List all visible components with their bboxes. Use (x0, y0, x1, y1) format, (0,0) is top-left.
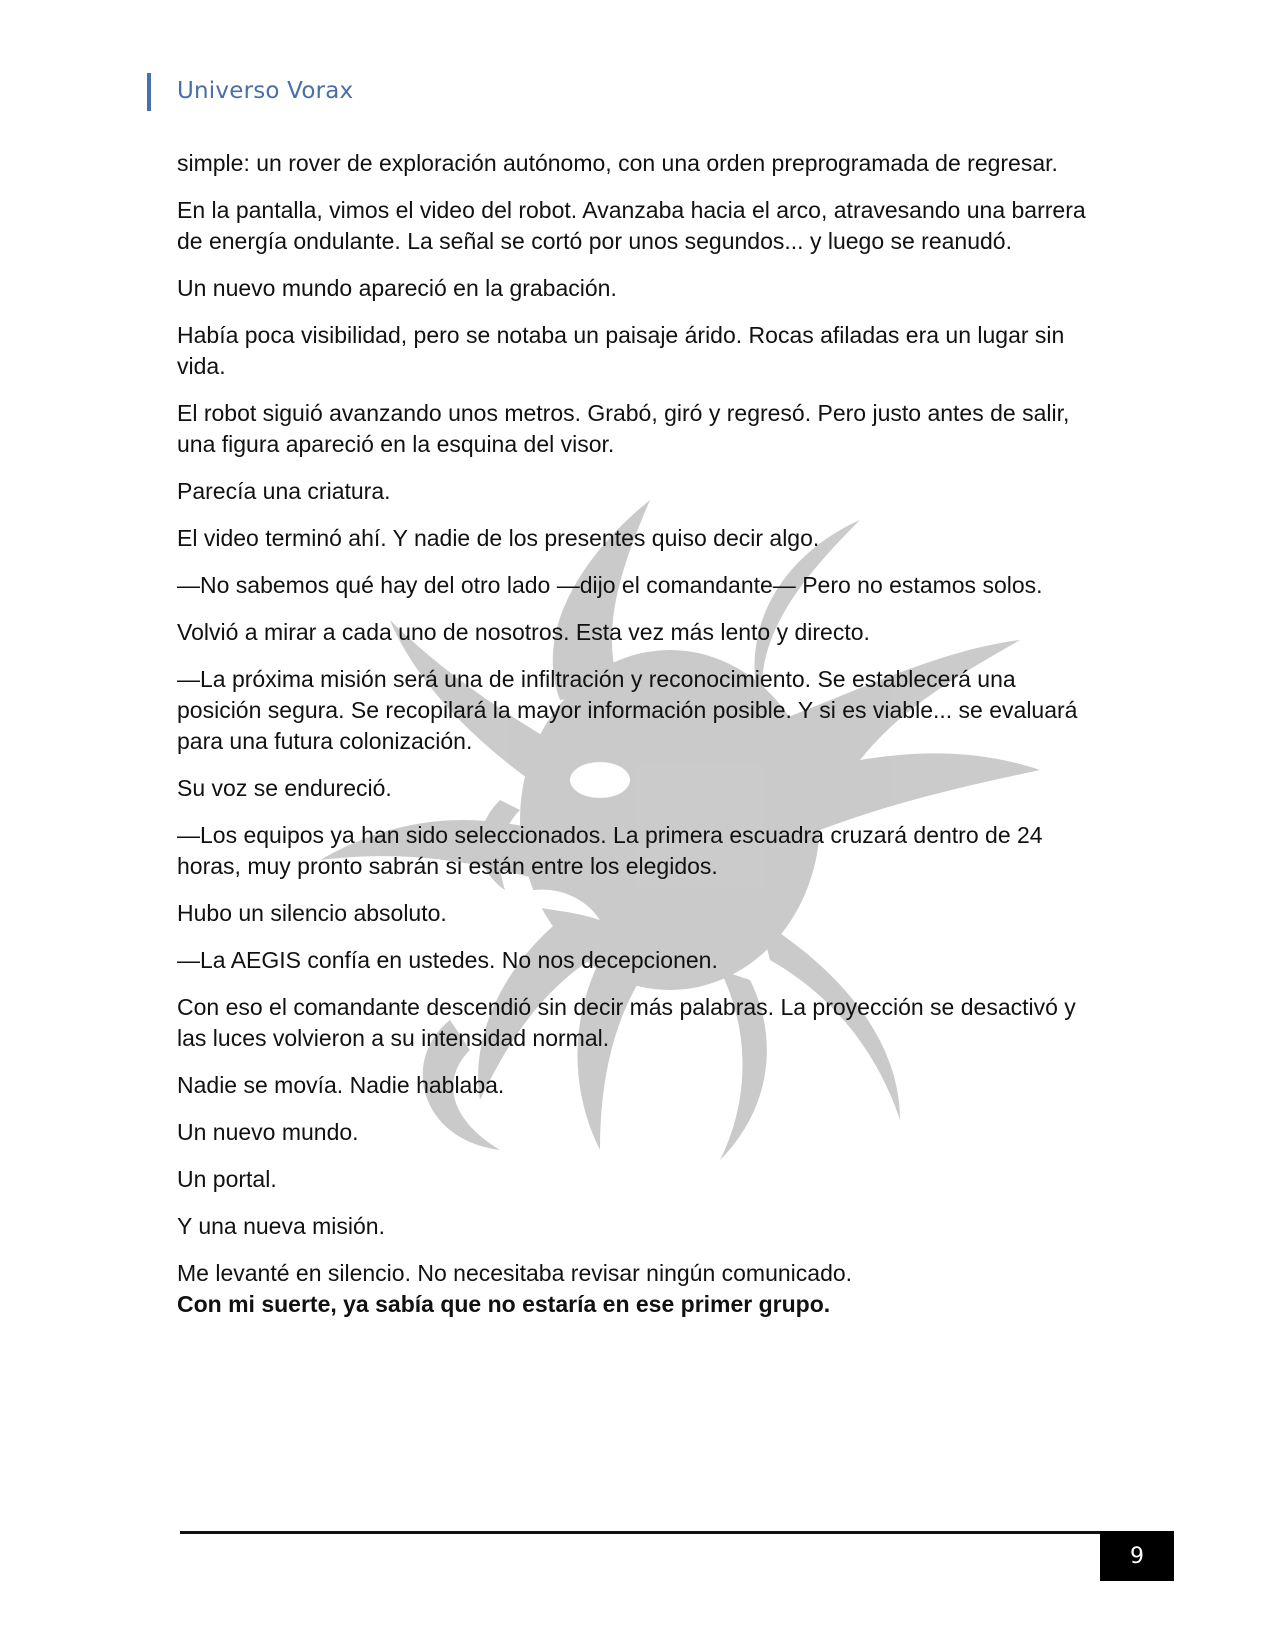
paragraph: Hubo un silencio absoluto. (177, 900, 447, 926)
paragraph: —La AEGIS confía en ustedes. No nos decepcionen. (177, 947, 718, 973)
header-accent-bar (147, 73, 151, 111)
paragraph: El robot siguió avanzando unos metros. Grabó, giró y regresó. Pero justo antes de salir, una figura apareció en la esquina del visor. (177, 400, 1070, 457)
paragraph: Un nuevo mundo. (177, 1119, 359, 1145)
paragraph: Había poca visibilidad, pero se notaba un paisaje árido. Rocas afiladas era un lugar sin vida. (177, 322, 1065, 379)
paragraph: Un nuevo mundo apareció en la grabación. (177, 275, 617, 301)
closing-bold-line: Con mi suerte, ya sabía que no estaría en ese primer grupo. (177, 1291, 831, 1317)
paragraph: Nadie se movía. Nadie hablaba. (177, 1072, 505, 1098)
closing-paragraph (177, 1258, 1102, 1320)
paragraph: Parecía una criatura. (177, 478, 391, 504)
chapter-body (177, 148, 1102, 1336)
paragraph: Y una nueva misión. (177, 1213, 385, 1239)
paragraph: —No sabemos qué hay del otro lado —dijo el comandante— Pero no estamos solos. (177, 572, 1043, 598)
paragraph: Un portal. (177, 1166, 277, 1192)
paragraph: Su voz se endureció. (177, 775, 392, 801)
paragraph: —Los equipos ya han sido seleccionados. La primera escuadra cruzará dentro de 24 horas, muy pronto sabrán si están entre los elegidos. (177, 822, 1043, 879)
paragraph: Volvió a mirar a cada uno de nosotros. Esta vez más lento y directo. (177, 619, 870, 645)
paragraph: —La próxima misión será una de infiltración y reconocimiento. Se establecerá una posición segura. Se recopilará la mayor información posible. Y si es viable... se evaluará para una futura colonización. (177, 666, 1078, 754)
paragraph: En la pantalla, vimos el video del robot. Avanzaba hacia el arco, atravesando una barrera de energía ondulante. La señal se cortó por unos segundos... y luego se reanudó. (177, 197, 1086, 254)
paragraph: simple: un rover de exploración autónomo, con una orden preprogramada de regresar. (177, 150, 1058, 176)
page-number: 9 (1100, 1531, 1174, 1581)
closing-line: Me levanté en silencio. No necesitaba revisar ningún comunicado. (177, 1260, 853, 1286)
running-header-title: Universo Vorax (177, 78, 354, 104)
paragraph: El video terminó ahí. Y nadie de los presentes quiso decir algo. (177, 525, 820, 551)
paragraph: Con eso el comandante descendió sin decir más palabras. La proyección se desactivó y las luces volvieron a su intensidad normal. (177, 994, 1076, 1051)
footer-rule (180, 1531, 1100, 1534)
